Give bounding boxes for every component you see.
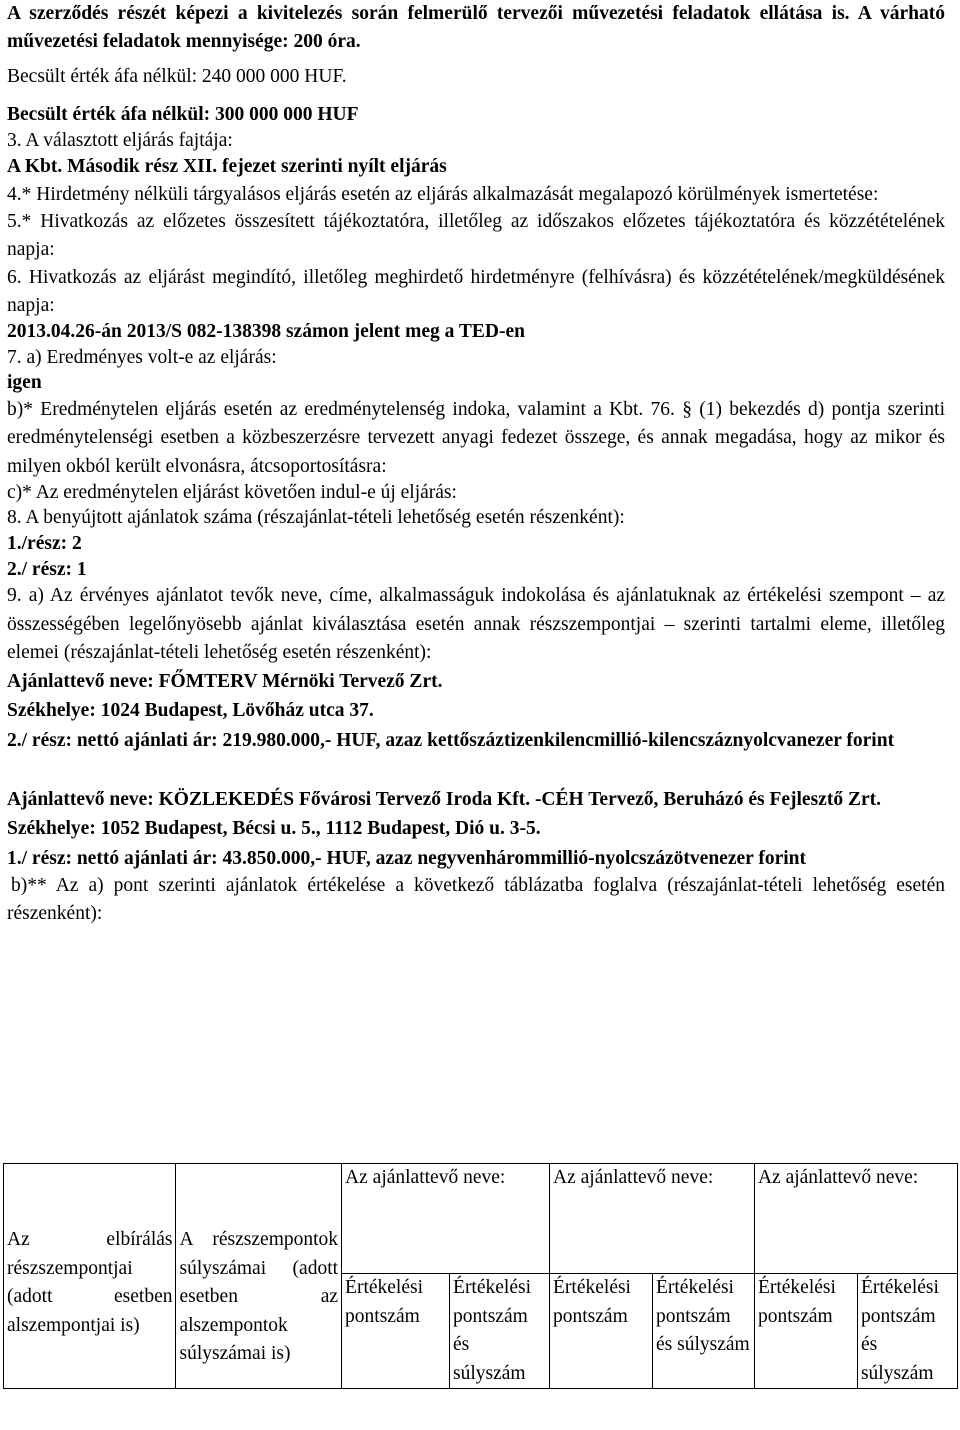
- bidder-2-header: Az ajánlattevő neve:: [550, 1164, 755, 1274]
- document-page: [7, 0, 945, 929]
- score-header: Értékelési pontszám: [342, 1274, 450, 1389]
- paragraph-part-2-count: 2./ rész: 1: [7, 558, 87, 580]
- spacer: [7, 755, 945, 783]
- paragraph-bidder-1-price: 2./ rész: nettó ajánlati ár: 219.980.000,- HUF, azaz kettőszáztizenkilencmillió-kilencszáznyolcvanezer forint: [7, 729, 895, 751]
- weights-column-header: A részszempontok súlyszámai (adott esetben az alszempontok súlyszámai is): [176, 1164, 342, 1389]
- score-header: Értékelési pontszám: [754, 1274, 857, 1389]
- paragraph-ted-reference: 2013.04.26-án 2013/S 082-138398 számon jelent meg a TED-en: [7, 321, 525, 343]
- paragraph-estimated-value-1: Becsült érték áfa nélkül: 240 000 000 HUF.: [7, 65, 347, 87]
- criteria-column-header: Az elbírálás részszempontjai (adott esetben alszempontjai is): [4, 1164, 176, 1389]
- weighted-score-header: Értékelési pontszám és súlyszám: [450, 1274, 550, 1389]
- paragraph-section-9b: b)** Az a) pont szerinti ajánlatok értékelése a következő táblázatba foglalva (részajánlat-tételi lehetőség esetén részenként):: [7, 874, 945, 925]
- paragraph-section-6: 6. Hivatkozás az eljárást megindító, illetőleg meghirdető hirdetményre (felhívásra) és közzétételének/megküldésének napja:: [7, 266, 945, 316]
- evaluation-table: [3, 1163, 958, 1389]
- paragraph-section-5: 5.* Hivatkozás az előzetes összesített tájékoztatóra, illetőleg az időszakos előzetes tájékoztatóra és közzétételének napja:: [7, 211, 945, 261]
- paragraph-bidder-2-seat: Székhelye: 1052 Budapest, Bécsi u. 5., 1112 Budapest, Dió u. 3-5.: [7, 818, 541, 840]
- paragraph-section-7b: b)* Eredménytelen eljárás esetén az eredménytelenség indoka, valamint a Kbt. 76. § (1) bekezdés d) pontja szerinti eredménytelenségi esetben a közbeszerzésre tervezett anyagi fedezet összege, és annak megadása, hogy az mikor és milyen okból került elvonásra, átcsoportosításra:: [7, 399, 945, 477]
- bidder-3-header: Az ajánlattevő neve:: [754, 1164, 957, 1274]
- paragraph-section-9a: 9. a) Az érvényes ajánlatot tevők neve, címe, alkalmasságuk indokolása és ajánlatuknak az értékelési szempont – az összességében legelőnyösebb ajánlat kiválasztása esetén annak részszempontjai – szerinti tartalmi eleme, illetőleg elemei (részajánlat-tételi lehetőség esetén részenként):: [7, 585, 945, 663]
- paragraph-estimated-value-2: Becsült érték áfa nélkül: 300 000 000 HUF: [7, 103, 359, 125]
- paragraph-part-1-count: 1./rész: 2: [7, 532, 82, 554]
- paragraph-contract-scope: A szerződés részét képezi a kivitelezés során felmerülő tervezői művezetési feladatok ellátása is. A várható művezetési feladatok mennyisége: 200 óra.: [7, 3, 945, 53]
- paragraph-bidder-2-price: 1./ rész: nettó ajánlati ár: 43.850.000,- HUF, azaz negyvenhárommillió-nyolcszázötvenezer forint: [7, 847, 806, 869]
- paragraph-procedure-type-label: 3. A választott eljárás fajtája:: [7, 130, 233, 152]
- paragraph-section-7c: c)* Az eredménytelen eljárást követően indul-e új eljárás:: [7, 482, 457, 504]
- table-header-row: [4, 1164, 958, 1274]
- paragraph-result-yes: igen: [7, 371, 42, 393]
- paragraph-procedure-type: A Kbt. Második rész XII. fejezet szerinti nyílt eljárás: [7, 156, 447, 178]
- paragraph-section-7a: 7. a) Eredményes volt-e az eljárás:: [7, 346, 277, 368]
- paragraph-bidder-1-name: Ajánlattevő neve: FŐMTERV Mérnöki Tervező Zrt.: [7, 671, 443, 693]
- bidder-1-header: Az ajánlattevő neve:: [342, 1164, 550, 1274]
- paragraph-section-8: 8. A benyújtott ajánlatok száma (részajánlat-tételi lehetőség esetén részenként):: [7, 507, 625, 529]
- weighted-score-header: Értékelési pontszám és súlyszám: [857, 1274, 957, 1389]
- paragraph-bidder-1-seat: Székhelye: 1024 Budapest, Lövőház utca 37.: [7, 700, 374, 722]
- weighted-score-header: Értékelési pontszám és súlyszám: [652, 1274, 754, 1389]
- paragraph-section-4: 4.* Hirdetmény nélküli tárgyalásos eljárás esetén az eljárás alkalmazását megalapozó körülmények ismertetése:: [7, 183, 879, 205]
- paragraph-bidder-2-name: Ajánlattevő neve: KÖZLEKEDÉS Fővárosi Tervező Iroda Kft. -CÉH Tervező, Beruházó és Fejlesztő Zrt.: [7, 789, 881, 811]
- score-header: Értékelési pontszám: [550, 1274, 653, 1389]
